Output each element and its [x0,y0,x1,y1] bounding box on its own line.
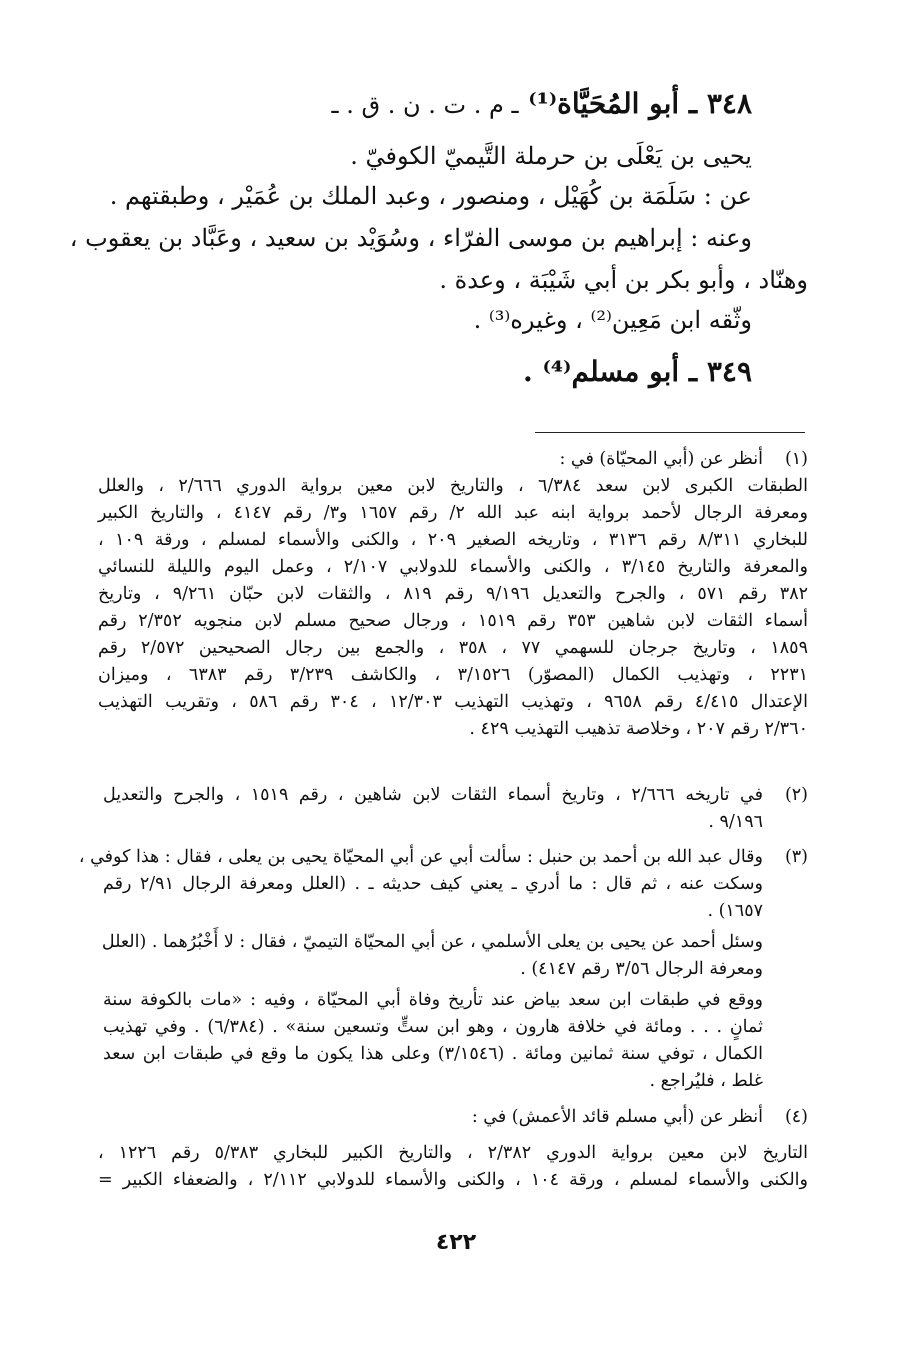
footnote-4 [103,1104,808,1131]
footnote-1-line: ٢٢٣١ ، وتهذيب الكمال (المصوّر) ٣/١٥٢٦ ، والكاشف ٣/٢٣٩ رقم ٦٣٨٣ ، وميزان [98,665,808,685]
footnote-3-line: ووقع في طبقات ابن سعد بياض عند تأريخ وفاة أبي المحيّاة ، وفيه : «مات بالكوفة سنة [103,990,763,1010]
entry-348-name-line: يحيى بن يَعْلَى بن حرملة التَّيميّ الكوفيّ . [350,142,752,170]
entry-349-heading: ٣٤٩ ـ أبو مسلم⁽⁴⁾ . [523,355,752,388]
footnote-3-line: ثمانٍ . . . ومائة في خلافة هارون ، وهو ابن ستٍّ وتسعين سنة» . (٦/٣٨٤) . وفي تهذيب [103,1017,763,1037]
entry-348-students-line: وعنه : إبراهيم بن موسى الفرّاء ، وسُوَيْد بن سعيد ، وعَبَّاد بن يعقوب ، [69,224,752,252]
footnote-4-body [98,1140,808,1194]
footnote-3 [78,844,808,925]
footnote-2 [103,782,808,836]
entry-348-grading-line: وثّقه ابن مَعِين⁽²⁾ ، وغيره⁽³⁾ . [473,306,752,334]
footnote-4-line: والكنى والأسماء لمسلم ، ورقة ١٠٤ ، والكنى والأسماء للدولابي ٢/١١٢ ، والضعفاء الكبير = [98,1170,808,1190]
footnote-3-line: وقال عبد الله بن أحمد بن حنبل : سألت أبي عن أبي المحيّاة يحيى بن يعلى ، فقال : هذا كوفي ، [78,847,763,867]
footnote-3-line: ١٦٥٧) . [707,901,763,921]
footnote-1-line: ٣٨٢ رقم ٥٧١ ، والجرح والتعديل ٩/١٩٦ رقم ٨١٩ ، والثقات لابن حبّان ٩/٢٦١ ، وتاريخ [98,584,808,604]
footnote-1-line: ومعرفة الرجال لأحمد برواية ابنه عبد الله ٢/ رقم ١٦٥٧ و٣/ رقم ٤١٤٧ ، والتاريخ الكبير [98,503,809,523]
footnote-separator-rule [535,432,805,433]
footnote-4-line: التاريخ لابن معين برواية الدوري ٢/٣٨٢ ، والتاريخ الكبير للبخاري ٥/٣٨٣ رقم ١٢٢٦ ، [98,1143,808,1163]
footnote-1-body [98,473,808,743]
footnote-3-line: وسئل أحمد عن يحيى بن يعلى الأسلمي ، عن أبي المحيّاة التيميّ ، فقال : لا أَخْبُرُهما . (العلل [101,932,763,952]
footnote-2-line: ٩/١٩٦ . [708,812,763,832]
footnote-1-line: والمعرفة والتاريخ ٣/١٤٥ ، والكنى والأسماء للدولابي ٢/١٠٧ ، وعمل اليوم والليلة للنسائي [98,557,808,577]
footnote-3-line: وسكت عنه ، ثم قال : ما أدري ـ يعني كيف حديثه ـ . (العلل ومعرفة الرجال ٢/٩١ رقم [103,874,763,894]
footnote-1-line: ٢/٣٦٠ رقم ٢٠٧ ، وخلاصة تذهيب التهذيب ٤٢٩ . [469,719,808,739]
entry-348-sigla: ـ م . ت . ن . ق . ـ [331,91,519,119]
entry-348-students-cont-line: وهنّاد ، وأبو بكر بن أبي شَيْبَة ، وعدة . [439,266,808,294]
footnote-3-number: (٣) [784,847,808,867]
footnote-4-line: أنظر عن (أبي مسلم قائد الأعمش) في : [471,1107,763,1127]
page-number: ٤٢٢ [435,1230,477,1255]
footnote-2-number: (٢) [784,785,808,805]
footnote-1 [103,446,808,473]
footnote-3-line: غلط ، فليُراجع . [649,1071,763,1091]
footnote-1-number: (١) [784,449,808,469]
footnote-3-paragraph-2 [103,929,808,983]
footnote-3-paragraph-3 [103,987,808,1095]
footnote-2-line: في تاريخه ٢/٦٦٦ ، وتاريخ أسماء الثقات لابن شاهين ، رقم ١٥١٩ ، والجرح والتعديل [103,785,763,805]
entry-348-heading [152,84,752,125]
footnote-3-line: الكمال ، توفي سنة ثمانين ومائة . (٣/١٥٤٦) وعلى هذا يكون ما وقع في طبقات ابن سعد [103,1044,763,1064]
footnote-1-line: الإعتدال ٤/٤١٥ رقم ٩٦٥٨ ، وتهذيب التهذيب ١٢/٣٠٣ ، ٣٠٤ رقم ٥٨٦ ، وتقريب التهذيب [98,692,808,712]
footnote-1-line: أسماء الثقات لابن شاهين ٣٥٣ رقم ١٥١٩ ، ورجال صحيح مسلم لابن منجويه ٢/٣٥٢ رقم [98,611,808,631]
footnote-3-line: ومعرفة الرجال ٣/٥٦ رقم ٤١٤٧) . [520,959,763,979]
footnote-1-line: أنظر عن (أبي المحيّاة) في : [559,449,763,469]
footnote-4-number: (٤) [784,1107,808,1127]
entry-348-teachers-line: عن : سَلَمَة بن كُهَيْل ، ومنصور ، وعبد الملك بن عُمَيْر ، وطبقتهم . [109,182,752,210]
footnote-1-line: ١٨٥٩ ، وتاريخ جرجان للسهمي ٧٧ ، ٣٥٨ ، والجمع بين رجال الصحيحين ٢/٥٧٢ رقم [98,638,808,658]
footnote-1-line: للبخاري ٨/٣١١ رقم ٣١٣٦ ، وتاريخه الصغير ٢٠٩ ، والكنى والأسماء لمسلم ، ورقة ١٠٩ ، [98,530,809,550]
footnote-1-line: الطبقات الكبرى لابن سعد ٦/٣٨٤ ، والتاريخ لابن معين برواية الدوري ٢/٦٦٦ ، والعلل [98,476,808,496]
entry-348-title: ٣٤٨ ـ أبو المُحَيَّاة⁽¹⁾ [528,87,752,120]
